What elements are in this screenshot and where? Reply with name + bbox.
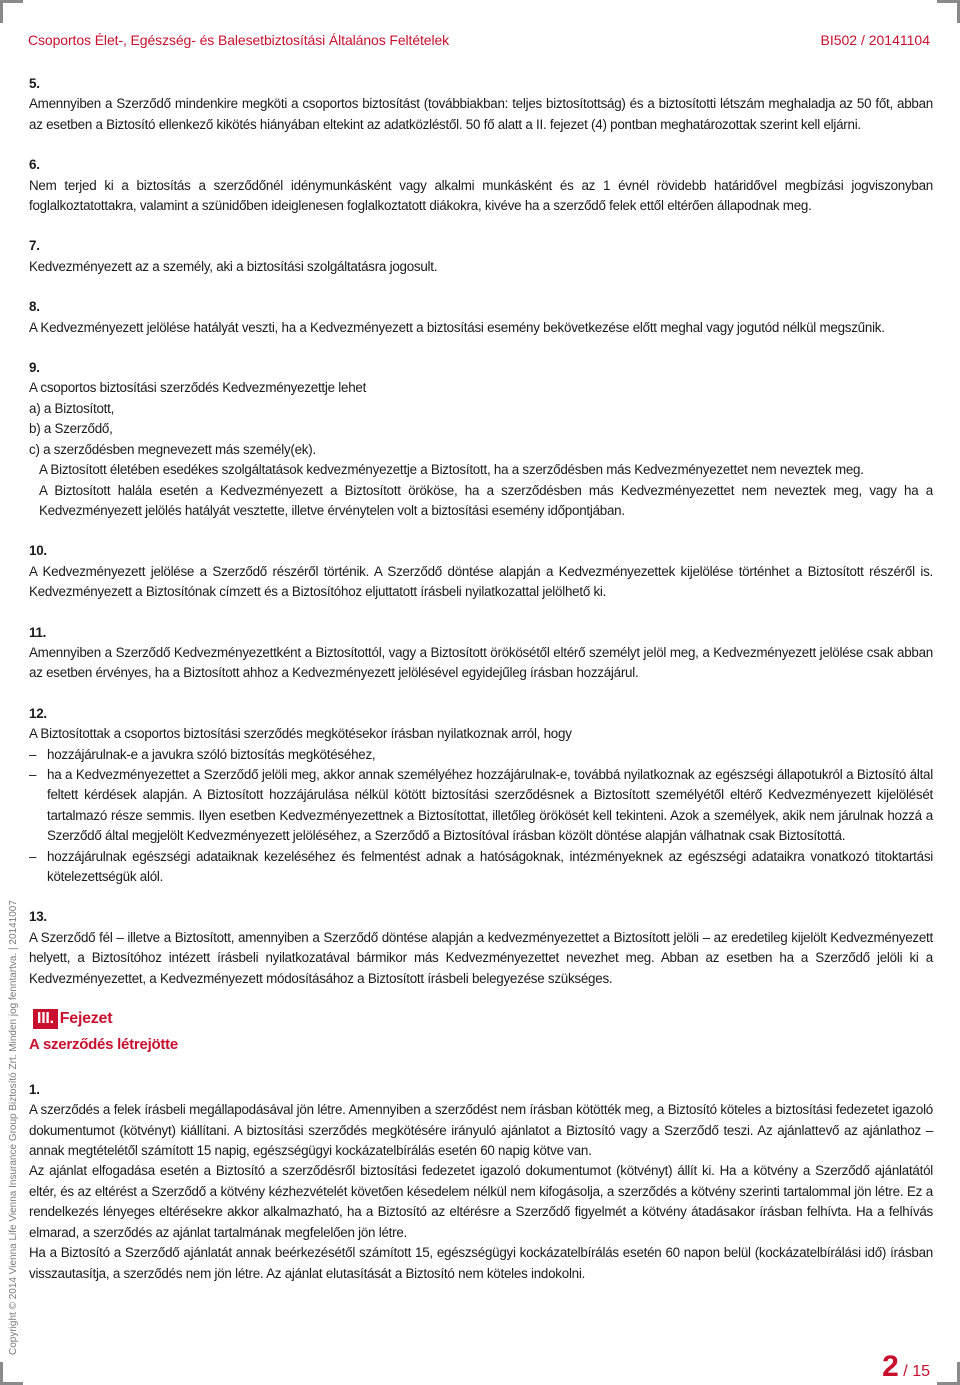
corner-mark-top-right [937, 0, 960, 23]
section-number: 11. [29, 624, 47, 640]
document-code: BI502 / 20141104 [820, 32, 930, 48]
section-paragraph: A szerződés a felek írásbeli megállapodásával jön létre. Amennyiben a szerződést nem írásban kötötték meg, a Biztosító köteles a biztosítási fedezetet igazoló dokumentumot (kötvényt) kiállítani. A biztosítási szerződés megkötésére irányuló ajánlatot a Biztosító vagy a Szerződő teszi. Az ajánlattevő az ajánlathoz – annak megtételétől számított 15 napig, egészségügyi kockázatelbírálás esetén 60 napig kötve van. [29, 1102, 933, 1159]
section-intro: A csoportos biztosítási szerződés Kedvezményezettje lehet [29, 380, 367, 396]
corner-mark-bottom-right [937, 1362, 960, 1385]
chapter-word: Fejezet [59, 1010, 113, 1028]
page-number [882, 1350, 930, 1384]
dash-bullet: – [29, 746, 37, 762]
dash-bullet: – [29, 766, 37, 782]
page-total: 15 [912, 1363, 930, 1380]
section-number: 5. [29, 76, 40, 91]
dash-item-text: hozzájárulnak-e a javukra szóló biztosítás megkötéséhez, [47, 746, 376, 762]
section-number: 12. [29, 705, 47, 721]
side-copyright: Copyright © 2014 Vienna Life Vienna Insurance Group Biztosító Zrt. Minden jog fenntartva. | 20141007 [8, 900, 19, 1355]
section-paragraph: A Biztosított halála esetén a Kedvezményezett a Biztosított örököse, ha a szerződésben más Kedvezményezettet nem neveztek meg, vagy ha a Kedvezményezett jelölés hatályát vesztette, illetve érvénytelen volt a biztosítási esemény időpontjában. [39, 482, 933, 518]
section-text: Amennyiben a Szerződő mindenkire megköti a csoportos biztosítást (továbbiakban: teljes biztosítottság) és a biztosítotti létszám meghaladja az 50 főt, abban az esetben a Biztosító ellenkező kikötés hiányában eltekint az adatközléstől. 50 fő alatt a II. fejezet (4) pontban meghatározottak szerint kell eljárni. [29, 96, 933, 132]
section-7 [29, 236, 933, 277]
document-title: Csoportos Élet-, Egészség- és Balesetbiztosítási Általános Feltételek [28, 32, 450, 48]
dash-list-item [29, 745, 933, 765]
section-text: Kedvezményezett az a személy, aki a biztosítási szolgáltatásra jogosult. [29, 258, 438, 274]
chapter3-section-1 [29, 1080, 933, 1284]
section-10 [29, 541, 933, 602]
document-body [29, 74, 933, 1304]
chapter-heading [29, 1009, 933, 1029]
section-paragraph: Az ajánlat elfogadása esetén a Biztosító a szerződésről biztosítási fedezetet igazoló dokumentumot (kötvényt) állít ki. Ha a kötvény a Szerződő ajánlatától eltér, és az eltérést a Szerződő a kötvény kézhezvételét követően késedelem nélkül nem kifogásolja, a szerződés a kötvény szerinti tartalommal jön létre. Ez a rendelkezés lényeges eltérésekre akkor alkalmazható, ha a Biztosító az eltérésre a Szerződő figyelmét a kötvény átadásakor írásban felhívta. Ha a felhívás elmarad, a szerződés az ajánlat tartalmának megfelelően jön létre. [29, 1163, 933, 1240]
dash-item-text: ha a Kedvezményezettet a Szerződő jelöli meg, akkor annak személyéhez hozzájárulnak-e, továbbá nyilatkoznak az egészségi állapotukról a Biztosító által feltett kérdések alapján. A Biztosított hozzájárulása nélkül kötött biztosítási szerződésnek a Biztosított személyétől eltérő Kedvezményezett kijelölését tartalmazó része semmis. Ilyen esetben Kedvezményezettnek a Biztosítottat, illetőleg örökösét kell tekinteni. Azok a személyek, akik nem járulnak hozzá a Szerződő által megjelölt Kedvezményezett jelöléséhez, a Szerződő a Biztosítóval írásban közölt döntése alapján válhatnak csak Biztosítottá. [47, 766, 933, 844]
section-text: A Kedvezményezett jelölése a Szerződő részéről történik. A Szerződő döntése alapján a Kedvezményezettek kijelölése történhet a Biztosított részéről is. Kedvezményezett a Biztosítónak címzett és a Biztosítóhoz eljuttatott írásbeli nyilatkozattal jelölhető ki. [29, 563, 933, 600]
list-item-a: a) a Biztosított, [29, 400, 115, 416]
section-paragraph: Ha a Biztosító a Szerződő ajánlatát annak beérkezésétől számított 15, egészségügyi kockázatelbírálás esetén 60 napon belül (kockázatelbírálási idő) írásban visszautasítja, a szerződés nem jön létre. Az ajánlat elutasítását a Biztosító nem köteles indokolni. [29, 1245, 933, 1281]
section-number: 13. [29, 909, 47, 925]
section-text: A Szerződő fél – illetve a Biztosított, amennyiben a Szerződő döntése alapján a kedvezményezettet a Biztosított jelöli – az eredetileg kijelölt Kedvezményezett helyett, a Biztosítóhoz intézett írásbeli nyilatkozatával bármikor más Kedvezményezettet nevezhet meg. Abban az esetben ha a Szerződő jelöli ki a Kedvezményezettet, a Kedvezményezett módosításához a Biztosított írásbeli belegyezése szükséges. [29, 929, 933, 986]
section-13 [29, 907, 933, 989]
dash-list-item [29, 847, 933, 888]
corner-mark-bottom-left [0, 1362, 23, 1385]
section-6 [29, 155, 933, 216]
section-number: 9. [29, 360, 40, 376]
section-text: Nem terjed ki a biztosítás a szerződőnél idénymunkásként vagy alkalmi munkásként és az 1 évnél rövidebb határidővel megbízási jogviszonyban foglalkoztatottakra, valamint a szünidőben ideiglenesen foglalkoztatott diákokra, kivéve ha a szerződő felek ettől eltérően állapodnak meg. [29, 177, 933, 214]
dash-bullet: – [29, 848, 37, 864]
section-8 [29, 297, 933, 338]
corner-mark-top-left [0, 0, 23, 23]
section-paragraph: A Biztosított életében esedékes szolgáltatások kedvezményezettje a Biztosított, ha a szerződésben más Kedvezményezettet nem neveztek meg. [39, 462, 864, 478]
section-number: 8. [29, 299, 40, 315]
section-number: 6. [29, 157, 40, 173]
page-separator: / [898, 1363, 913, 1380]
dash-list-item [29, 765, 933, 847]
dash-item-text: hozzájárulnak egészségi adataiknak kezeléséhez és felmentést adnak a hatóságoknak, intézményeknek az egészségi adataikra vonatkozó titoktartási kötelezettségük alól. [47, 848, 933, 884]
section-number: 10. [29, 543, 47, 559]
section-11 [29, 623, 933, 684]
section-12 [29, 704, 933, 888]
section-intro: A Biztosítottak a csoportos biztosítási szerződés megkötésekor írásban nyilatkoznak arról, hogy [29, 726, 572, 742]
section-5 [29, 74, 933, 135]
page-current: 2 [882, 1350, 899, 1383]
chapter-subtitle: A szerződés létrejötte [29, 1036, 178, 1054]
section-text: A Kedvezményezett jelölése hatályát veszti, ha a Kedvezményezett a biztosítási esemény bekövetkezése előtt meghal vagy jogutód nélkül megszűnik. [29, 319, 885, 335]
section-number: 1. [29, 1081, 40, 1097]
section-number: 7. [29, 238, 40, 254]
list-item-b: b) a Szerződő, [29, 421, 113, 437]
section-text: Amennyiben a Szerződő Kedvezményezettként a Biztosítottól, vagy a Biztosított örökösétől eltérő személyt jelöl meg, a Kedvezményezett jelölése csak abban az esetben érvényes, ha a Biztosított ahhoz a Kedvezményezett jelölésével egyidejűleg írásban hozzájárul. [29, 644, 933, 681]
chapter-number: III. [33, 1009, 58, 1029]
section-9 [29, 358, 933, 521]
list-item-c: c) a szerződésben megnevezett más személy(ek). [29, 441, 316, 457]
